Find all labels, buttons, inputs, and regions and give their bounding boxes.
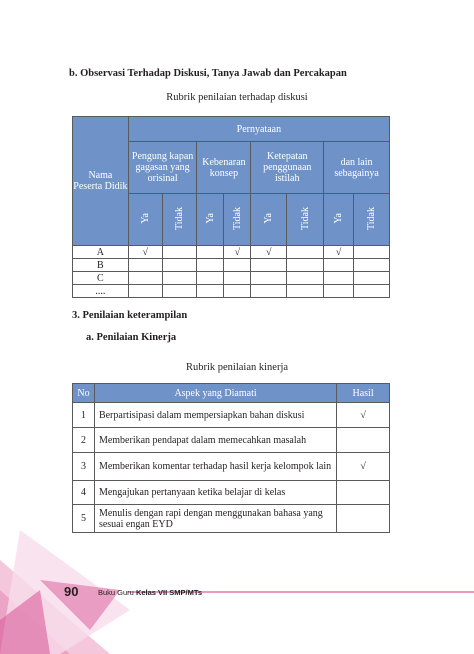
group-header-statements: Pernyataan [128, 117, 389, 142]
sub-header-label: Ya [139, 212, 151, 224]
result-mark [337, 481, 390, 505]
table-row [73, 272, 390, 285]
table-row [73, 246, 390, 259]
table-cell: √ [324, 246, 354, 259]
sub-header-cell [287, 194, 324, 246]
col-header-aspect: Aspek yang Diamati [94, 384, 336, 403]
table-cell: √ [128, 246, 162, 259]
sub-header-label: Tidak [366, 206, 378, 230]
table-cell [162, 285, 197, 298]
aspect-text: Mengajukan pertanyaan ketika belajar di kelas [94, 481, 336, 505]
table-row [73, 505, 390, 533]
aspect-text: Menulis dengan rapi dengan menggunakan bahasa yang sesuai engan EYD [94, 505, 336, 533]
sub-header-cell [324, 194, 354, 246]
result-mark [337, 505, 390, 533]
table-cell [162, 246, 197, 259]
table-row [73, 481, 390, 505]
performance-rubric-table [72, 383, 390, 533]
result-mark: √ [337, 403, 390, 428]
table-cell [224, 272, 251, 285]
table-cell [287, 259, 324, 272]
row-number: 4 [73, 481, 95, 505]
table-cell: √ [224, 246, 251, 259]
table-cell [287, 285, 324, 298]
table-cell [251, 285, 287, 298]
aspect-text: Berpartisipasi dalam mempersiapkan bahan diskusi [94, 403, 336, 428]
student-name: A [73, 246, 129, 259]
table-cell [324, 272, 354, 285]
table-cell [287, 272, 324, 285]
criterion-header: dan lain sebagainya [324, 142, 390, 194]
sub-header-label: Tidak [299, 206, 311, 230]
sub-header-cell [251, 194, 287, 246]
table-cell [324, 259, 354, 272]
sub-header-cell [224, 194, 251, 246]
table-cell [162, 259, 197, 272]
student-name: C [73, 272, 129, 285]
sub-header-cell [197, 194, 224, 246]
table-cell [162, 272, 197, 285]
sub-header-label: Tidak [231, 206, 243, 230]
aspect-text: Memberikan komentar terhadap hasil kerja kelompok lain [94, 453, 336, 481]
aspect-text: Memberikan pendapat dalam memecahkan masalah [94, 428, 336, 453]
table-row [73, 453, 390, 481]
table-cell [128, 285, 162, 298]
section-3-heading: 3. Penilaian keterampilan [72, 310, 188, 321]
page-number: 90 [64, 584, 79, 599]
table2-caption: Rubrik penilaian kinerja [185, 362, 289, 373]
sub-header-label: Ya [263, 212, 275, 224]
row-number: 1 [73, 403, 95, 428]
section-a-heading: a. Penilaian Kinerja [86, 332, 177, 343]
table-cell [354, 259, 390, 272]
student-name: B [73, 259, 129, 272]
result-mark [337, 428, 390, 453]
table-row [73, 428, 390, 453]
book-title [98, 588, 202, 597]
criterion-header: Ketepatan penggunaan istilah [251, 142, 324, 194]
table-cell [197, 259, 224, 272]
row-number: 5 [73, 505, 95, 533]
table-cell [224, 285, 251, 298]
table-cell [128, 272, 162, 285]
criterion-header: Pengung kapan gagasan yang orisinal [128, 142, 197, 194]
table-cell [287, 246, 324, 259]
table-cell [224, 259, 251, 272]
section-b-heading: b. Observasi Terhadap Diskusi, Tanya Jawab dan Percakapan [69, 68, 347, 79]
col-header-name: Nama Peserta Didik [73, 117, 129, 246]
sub-header-label: Ya [204, 212, 216, 224]
student-name: .... [73, 285, 129, 298]
sub-header-cell [354, 194, 390, 246]
table1-caption: Rubrik penilaian terhadap diskusi [166, 92, 308, 103]
sub-header-label: Tidak [174, 206, 186, 230]
discussion-rubric-table [72, 116, 390, 298]
col-header-result: Hasil [337, 384, 390, 403]
table-row [73, 285, 390, 298]
table-cell [197, 272, 224, 285]
sub-header-label: Ya [333, 212, 345, 224]
criterion-header: Kebenaran konsep [197, 142, 251, 194]
col-header-no: No [73, 384, 95, 403]
table-cell [354, 272, 390, 285]
row-number: 2 [73, 428, 95, 453]
table-cell: √ [251, 246, 287, 259]
table-row [73, 259, 390, 272]
table-row [73, 403, 390, 428]
table-cell [251, 272, 287, 285]
result-mark: √ [337, 453, 390, 481]
row-number: 3 [73, 453, 95, 481]
table-cell [354, 246, 390, 259]
sub-header-cell [128, 194, 162, 246]
table-cell [128, 259, 162, 272]
table-cell [324, 285, 354, 298]
table-cell [197, 246, 224, 259]
book-class: Kelas VII SMP/MTs [135, 588, 203, 597]
table-cell [354, 285, 390, 298]
book-prefix: Buku Guru [98, 588, 136, 597]
table-cell [251, 259, 287, 272]
sub-header-cell [162, 194, 197, 246]
table-cell [197, 285, 224, 298]
